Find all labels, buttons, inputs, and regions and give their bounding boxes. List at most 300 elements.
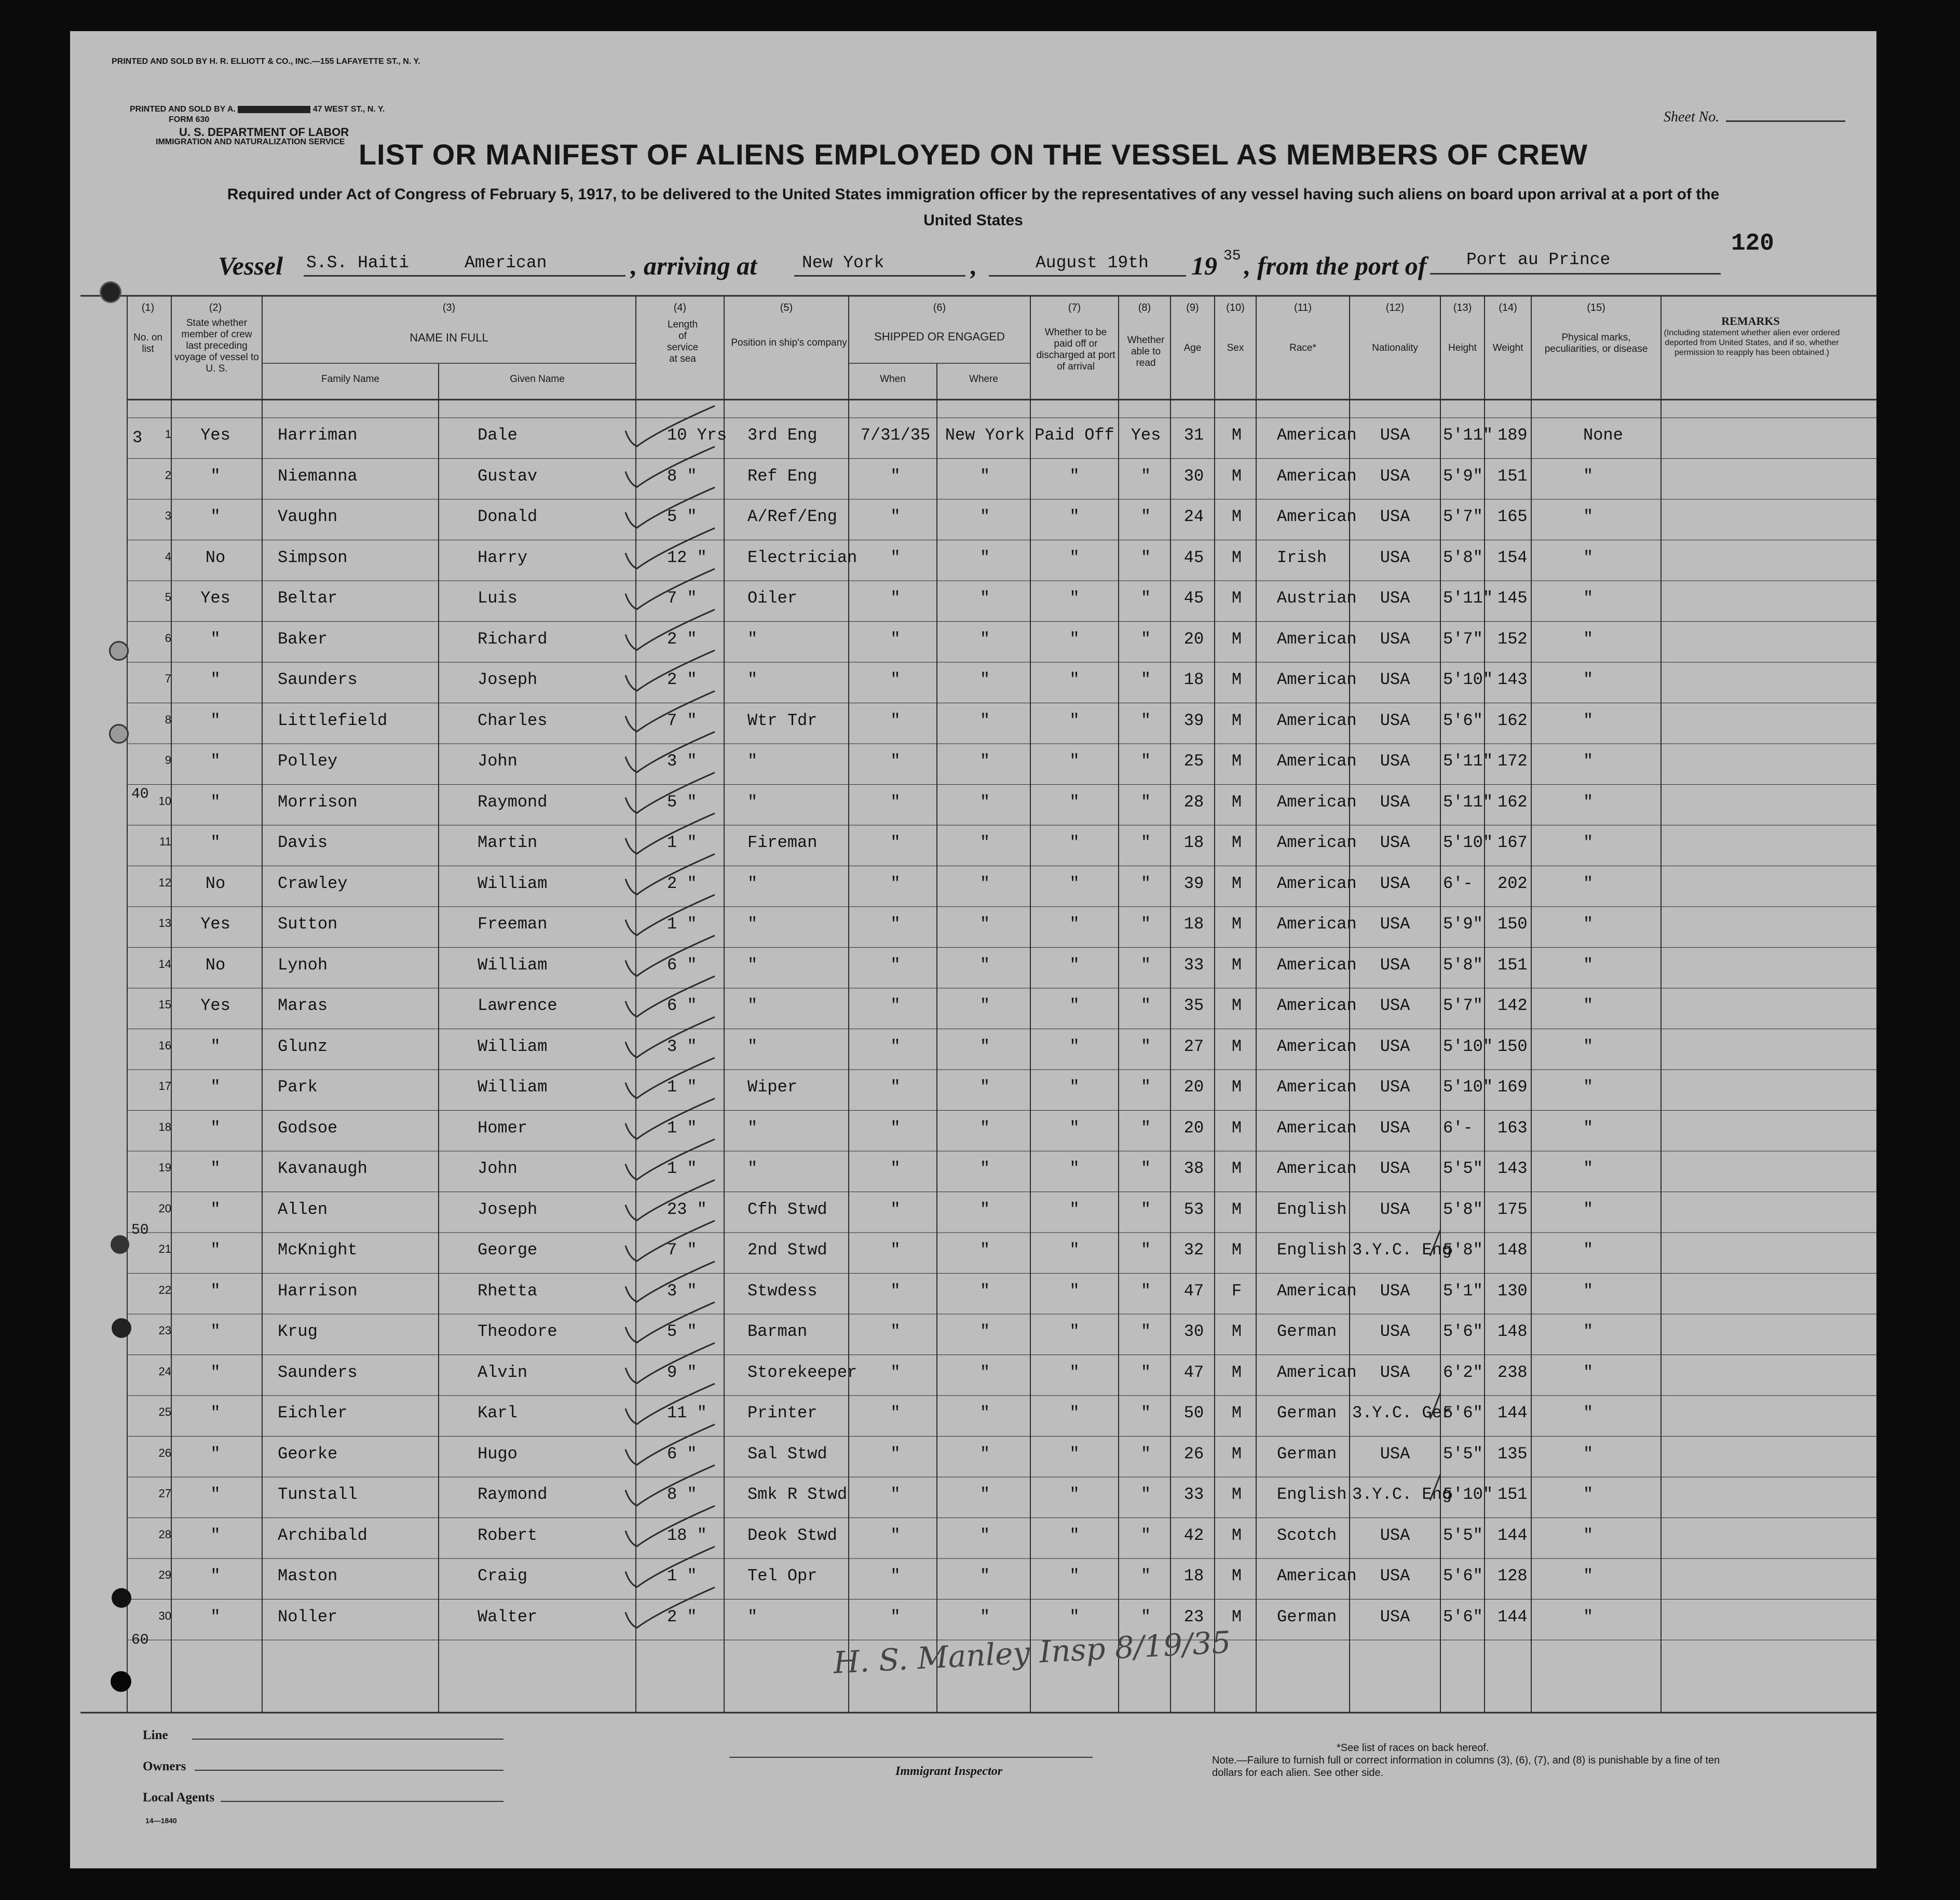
cell-race: American [1277, 1281, 1357, 1301]
check-mark [625, 650, 715, 691]
cell-service: 1 " [667, 1077, 697, 1097]
cell-read: " [1140, 1362, 1151, 1382]
cell-age: 18 [1183, 914, 1204, 934]
cell-given: Karl [478, 1403, 518, 1423]
cell-no: 17 [158, 1079, 171, 1092]
check-mark [625, 1139, 715, 1180]
cell-weight: 167 [1498, 833, 1528, 852]
arrival-date: August 19th [1036, 253, 1149, 272]
margin-mark-fifty: 50 [131, 1222, 149, 1238]
cell-prev: " [210, 1362, 221, 1382]
cell-service: 7 " [667, 710, 697, 730]
local-agents-label: Local Agents [143, 1790, 215, 1805]
family-name-header: Family Name [321, 374, 379, 385]
cell-age: 18 [1183, 670, 1204, 689]
cell-marks: " [1583, 1525, 1594, 1545]
cell-family: Kavanaugh [278, 1159, 367, 1178]
check-mark [625, 569, 715, 609]
cell-sex: M [1231, 1322, 1242, 1341]
cell-service: 3 " [667, 1036, 697, 1056]
cell-where: " [979, 955, 990, 975]
line-label: Line [143, 1728, 168, 1742]
cell-weight: 148 [1498, 1322, 1528, 1341]
cell-position: Stwdess [747, 1281, 818, 1301]
cell-marks: None [1583, 426, 1623, 445]
cell-given: William [478, 1036, 548, 1056]
cell-prev: " [210, 629, 221, 649]
cell-family: Allen [278, 1199, 328, 1219]
cell-sex: M [1231, 873, 1242, 893]
local-agents-underline [221, 1801, 503, 1802]
col-3-header: NAME IN FULL [410, 331, 488, 344]
cell-nat: USA [1380, 1077, 1410, 1097]
cell-given: William [478, 955, 548, 975]
cell-where: " [979, 629, 990, 649]
cell-service: 7 " [667, 1240, 697, 1260]
cell-position: Storekeeper [747, 1362, 857, 1382]
cell-nat: USA [1380, 1607, 1410, 1626]
cell-weight: 151 [1498, 466, 1528, 486]
cell-nat: USA [1380, 833, 1410, 852]
cell-read: " [1140, 873, 1151, 893]
cell-given: William [478, 1077, 548, 1097]
check-mark [625, 854, 715, 895]
cell-no: 5 [165, 591, 171, 604]
cell-paid: " [1069, 1240, 1080, 1260]
cell-nat: USA [1380, 507, 1410, 526]
check-mark [625, 487, 715, 528]
cell-race: German [1277, 1607, 1337, 1626]
cell-read: " [1140, 1322, 1151, 1341]
cell-paid: " [1069, 1403, 1080, 1423]
cell-service: 2 " [667, 670, 697, 689]
cell-marks: " [1583, 1485, 1594, 1504]
col-5-number: (5) [780, 302, 793, 313]
cell-weight: 165 [1498, 507, 1528, 526]
cell-position: Tel Opr [747, 1566, 818, 1585]
vessel-label: Vessel [218, 251, 283, 280]
cell-sex: M [1231, 996, 1242, 1015]
cell-where: " [979, 1362, 990, 1382]
cell-read: " [1140, 751, 1151, 771]
cell-nat: USA [1380, 710, 1410, 730]
cell-weight: 144 [1498, 1525, 1528, 1545]
cell-nat: USA [1380, 792, 1410, 812]
cell-nat: USA [1380, 670, 1410, 689]
cell-prev: " [210, 1607, 221, 1626]
cell-prev: " [210, 1281, 221, 1301]
cell-marks: " [1583, 507, 1594, 526]
cell-position: Wiper [747, 1077, 798, 1097]
cell-height: 6'- [1443, 1118, 1473, 1138]
cell-paid: " [1069, 710, 1080, 730]
cell-paid: " [1069, 629, 1080, 649]
remarks-header: REMARKS [1721, 315, 1780, 327]
cell-marks: " [1583, 751, 1594, 771]
cell-no: 21 [158, 1242, 171, 1255]
cell-sex: M [1231, 1403, 1242, 1423]
cell-family: Morrison [278, 792, 358, 812]
cell-service: 23 " [667, 1199, 707, 1219]
cell-height: 5'6" [1443, 710, 1483, 730]
slash-mark [1430, 1393, 1440, 1419]
cell-no: 28 [158, 1527, 171, 1541]
cell-family: Eichler [278, 1403, 348, 1423]
cell-height: 5'5" [1443, 1444, 1483, 1464]
cell-prev: No [205, 955, 226, 975]
cell-nat: USA [1380, 1362, 1410, 1382]
cell-when: " [890, 670, 901, 689]
year-prefix: 19 [1191, 251, 1217, 280]
cell-no: 27 [158, 1487, 171, 1500]
cell-height: 5'8" [1443, 548, 1483, 567]
cell-given: Martin [478, 833, 538, 852]
cell-service: 3 " [667, 1281, 697, 1301]
cell-height: 5'6" [1443, 1322, 1483, 1341]
cell-where: " [979, 1281, 990, 1301]
cell-given: Lawrence [478, 996, 557, 1015]
cell-paid: " [1069, 466, 1080, 486]
cell-height: 5'11" [1443, 792, 1493, 812]
cell-prev: No [205, 548, 226, 567]
cell-family: Maras [278, 996, 328, 1015]
cell-weight: 148 [1498, 1240, 1528, 1260]
cell-given: Homer [478, 1118, 528, 1138]
cell-height: 6'2" [1443, 1362, 1483, 1382]
cell-position: A/Ref/Eng [747, 507, 837, 526]
cell-race: German [1277, 1444, 1337, 1464]
cell-age: 45 [1183, 589, 1204, 608]
cell-race: Scotch [1277, 1525, 1337, 1545]
cell-weight: 145 [1498, 589, 1528, 608]
cell-weight: 162 [1498, 710, 1528, 730]
cell-weight: 238 [1498, 1362, 1528, 1382]
service-name: IMMIGRATION AND NATURALIZATION SERVICE [156, 138, 345, 146]
check-mark [625, 732, 715, 772]
cell-paid: " [1069, 955, 1080, 975]
cell-prev: " [210, 833, 221, 852]
cell-paid: " [1069, 1525, 1080, 1545]
cell-race: American [1277, 1118, 1357, 1138]
cell-race: Austrian [1277, 589, 1357, 608]
cell-where: " [979, 1322, 990, 1341]
col-10-header: Sex [1227, 343, 1244, 353]
cell-marks: " [1583, 833, 1594, 852]
cell-age: 30 [1183, 466, 1204, 486]
cell-given: Alvin [478, 1362, 528, 1382]
check-mark [625, 1302, 715, 1343]
cell-read: " [1140, 1118, 1151, 1138]
cell-height: 5'9" [1443, 466, 1483, 486]
cell-nat: USA [1380, 589, 1410, 608]
cell-age: 32 [1183, 1240, 1204, 1260]
cell-no: 29 [158, 1568, 171, 1581]
cell-no: 15 [158, 998, 171, 1011]
cell-no: 6 [165, 631, 171, 645]
cell-height: 5'7" [1443, 507, 1483, 526]
cell-given: Donald [478, 507, 538, 526]
cell-marks: " [1583, 1036, 1594, 1056]
cell-nat: USA [1380, 1566, 1410, 1585]
manifest-sheet [70, 31, 1876, 1868]
cell-no: 30 [158, 1609, 171, 1622]
cell-given: Joseph [478, 1199, 538, 1219]
cell-race: American [1277, 670, 1357, 689]
cell-prev: Yes [200, 996, 230, 1015]
cell-weight: 172 [1498, 751, 1528, 771]
cell-when: " [890, 710, 901, 730]
cell-race: German [1277, 1403, 1337, 1423]
cell-age: 20 [1183, 1118, 1204, 1138]
cell-weight: 151 [1498, 955, 1528, 975]
cell-no: 20 [158, 1201, 171, 1215]
cell-read: " [1140, 1525, 1151, 1545]
cell-where: " [979, 1566, 990, 1585]
cell-when: 7/31/35 [860, 426, 931, 445]
cell-position: " [747, 996, 758, 1015]
cell-given: Theodore [478, 1322, 557, 1341]
cell-sex: M [1231, 1118, 1242, 1138]
cell-family: Maston [278, 1566, 338, 1585]
cell-position: " [747, 792, 758, 812]
cell-weight: 202 [1498, 873, 1528, 893]
cell-where: " [979, 833, 990, 852]
cell-nat: 3.Y.C. Ger [1352, 1403, 1452, 1423]
cell-marks: " [1583, 792, 1594, 812]
cell-position: Ref Eng [747, 466, 818, 486]
cell-paid: " [1069, 1607, 1080, 1626]
cell-age: 20 [1183, 629, 1204, 649]
cell-prev: " [210, 1525, 221, 1545]
cell-weight: 135 [1498, 1444, 1528, 1464]
cell-service: 11 " [667, 1403, 707, 1423]
cell-sex: M [1231, 710, 1242, 730]
cell-given: Robert [478, 1525, 538, 1545]
binder-hole [111, 1235, 129, 1254]
cell-height: 5'11" [1443, 751, 1493, 771]
cell-marks: " [1583, 629, 1594, 649]
cell-service: 5 " [667, 792, 697, 812]
cell-service: 1 " [667, 1566, 697, 1585]
cell-paid: " [1069, 914, 1080, 934]
cell-no: 19 [158, 1161, 171, 1174]
cell-where: " [979, 873, 990, 893]
cell-weight: 152 [1498, 629, 1528, 649]
immigrant-inspector-label: Immigrant Inspector [895, 1765, 1003, 1778]
cell-prev: " [210, 1199, 221, 1219]
cell-sex: M [1231, 1525, 1242, 1545]
cell-service: 12 " [667, 548, 707, 567]
cell-no: 22 [158, 1283, 171, 1296]
check-mark [625, 1180, 715, 1221]
cell-height: 5'8" [1443, 955, 1483, 975]
sheet-number-label: Sheet No. [1664, 109, 1720, 125]
cell-family: Davis [278, 833, 328, 852]
cell-weight: 144 [1498, 1607, 1528, 1626]
cell-race: English [1277, 1240, 1347, 1260]
owners-label: Owners [143, 1759, 186, 1773]
cell-where: " [979, 710, 990, 730]
cell-age: 38 [1183, 1159, 1204, 1178]
cell-no: 7 [165, 672, 171, 685]
cell-marks: " [1583, 996, 1594, 1015]
cell-nat: 3.Y.C. Eng [1352, 1240, 1452, 1260]
departure-port: Port au Prince [1466, 250, 1611, 269]
cell-age: 42 [1183, 1525, 1204, 1545]
cell-read: " [1140, 1240, 1151, 1260]
check-mark [625, 406, 715, 446]
cell-when: " [890, 996, 901, 1015]
cell-where: " [979, 1403, 990, 1423]
cell-height: 5'7" [1443, 629, 1483, 649]
cell-position: 2nd Stwd [747, 1240, 827, 1260]
cell-where: " [979, 466, 990, 486]
cell-weight: 154 [1498, 548, 1528, 567]
cell-sex: M [1231, 629, 1242, 649]
cell-sex: M [1231, 792, 1242, 812]
cell-paid: " [1069, 1199, 1080, 1219]
cell-when: " [890, 1525, 901, 1545]
cell-height: 5'10" [1443, 1077, 1493, 1097]
cell-when: " [890, 1322, 901, 1341]
col-13-number: (13) [1453, 302, 1472, 313]
cell-where: " [979, 1118, 990, 1138]
cell-given: Walter [478, 1607, 538, 1626]
cell-prev: " [210, 1485, 221, 1504]
cell-height: 5'10" [1443, 1036, 1493, 1056]
cell-no: 26 [158, 1446, 171, 1459]
cell-age: 31 [1183, 426, 1204, 445]
from-port-label: , from the port of [1244, 251, 1427, 280]
cell-marks: " [1583, 1077, 1594, 1097]
cell-paid: " [1069, 1485, 1080, 1504]
cell-paid: " [1069, 1362, 1080, 1382]
cell-race: German [1277, 1322, 1337, 1341]
binder-hole [111, 1671, 131, 1692]
check-mark [625, 1058, 715, 1098]
cell-marks: " [1583, 589, 1594, 608]
cell-when: " [890, 629, 901, 649]
cell-weight: 175 [1498, 1199, 1528, 1219]
col-15-number: (15) [1587, 302, 1605, 313]
cell-height: 5'7" [1443, 996, 1483, 1015]
check-mark [625, 1017, 715, 1058]
remarks-note: (Including statement whether alien ever ordered deported from United States, and if so, whether permission to reapply has been obtained.) [1664, 329, 1840, 357]
cell-no: 8 [165, 713, 171, 726]
cell-read: " [1140, 1485, 1151, 1504]
cell-service: 5 " [667, 1322, 697, 1341]
cell-position: " [747, 914, 758, 934]
cell-sex: M [1231, 1240, 1242, 1260]
cell-position: " [747, 751, 758, 771]
cell-race: American [1277, 507, 1357, 526]
check-mark [625, 1588, 715, 1628]
cell-service: 2 " [667, 1607, 697, 1626]
cell-no: 18 [158, 1120, 171, 1133]
cell-weight: 150 [1498, 914, 1528, 934]
cell-where: " [979, 914, 990, 934]
cell-age: 28 [1183, 792, 1204, 812]
cell-nat: USA [1380, 1036, 1410, 1056]
cell-where: " [979, 1240, 990, 1260]
cell-family: Saunders [278, 1362, 358, 1382]
owners-underline [195, 1770, 503, 1771]
col-9-header: Age [1183, 343, 1202, 353]
cell-when: " [890, 466, 901, 486]
cell-service: 8 " [667, 1485, 697, 1504]
cell-marks: " [1583, 1362, 1594, 1382]
cell-nat: USA [1380, 1199, 1410, 1219]
cell-race: American [1277, 466, 1357, 486]
cell-sex: M [1231, 589, 1242, 608]
check-mark [625, 1221, 715, 1261]
cell-service: 18 " [667, 1525, 707, 1545]
cell-service: 3 " [667, 751, 697, 771]
check-mark [625, 610, 715, 650]
cell-family: Niemanna [278, 466, 358, 486]
cell-when: " [890, 1607, 901, 1626]
cell-paid: " [1069, 548, 1080, 567]
cell-where: " [979, 1444, 990, 1464]
cell-age: 47 [1183, 1281, 1204, 1301]
cell-where: " [979, 670, 990, 689]
cell-sex: M [1231, 751, 1242, 771]
cell-read: " [1140, 996, 1151, 1015]
cell-nat: USA [1380, 1444, 1410, 1464]
cell-marks: " [1583, 710, 1594, 730]
cell-marks: " [1583, 955, 1594, 975]
col-9-number: (9) [1186, 302, 1199, 313]
cell-prev: " [210, 466, 221, 486]
cell-position: Electrician [747, 548, 857, 567]
cell-when: " [890, 914, 901, 934]
cell-height: 5'11" [1443, 426, 1493, 445]
cell-age: 50 [1183, 1403, 1204, 1423]
cell-family: Sutton [278, 914, 338, 934]
check-mark [625, 1262, 715, 1302]
cell-marks: " [1583, 1566, 1594, 1585]
cell-race: American [1277, 996, 1357, 1015]
cell-given: John [478, 751, 518, 771]
cell-paid: " [1069, 996, 1080, 1015]
cell-nat: USA [1380, 996, 1410, 1015]
cell-weight: 142 [1498, 996, 1528, 1015]
cell-when: " [890, 1281, 901, 1301]
cell-sex: M [1231, 1159, 1242, 1178]
cell-height: 5'6" [1443, 1607, 1483, 1626]
form-number: FORM 630 [169, 115, 210, 124]
form-subtitle: Required under Act of Congress of February 5, 1917, to be delivered to the United States immigration officer by the representatives of any vessel having such aliens on board upon arrival at a port of the United States [227, 186, 1720, 229]
cell-height: 5'1" [1443, 1281, 1483, 1301]
cell-race: American [1277, 710, 1357, 730]
col-12-number: (12) [1385, 302, 1405, 313]
cell-paid: " [1069, 873, 1080, 893]
cell-where: " [979, 548, 990, 567]
cell-sex: M [1231, 548, 1242, 567]
cell-given: Luis [478, 589, 518, 608]
cell-age: 26 [1183, 1444, 1204, 1464]
cell-race: American [1277, 751, 1357, 771]
cell-age: 39 [1183, 710, 1204, 730]
cell-nat: USA [1380, 873, 1410, 893]
cell-height: 5'8" [1443, 1199, 1483, 1219]
cell-no: 23 [158, 1324, 171, 1337]
cell-paid: Paid Off [1035, 426, 1114, 445]
margin-mark-forty: 40 [131, 786, 149, 802]
form-title: LIST OR MANIFEST OF ALIENS EMPLOYED ON THE VESSEL AS MEMBERS OF CREW [358, 138, 1588, 171]
printer-imprint-top: PRINTED AND SOLD BY H. R. ELLIOTT & CO., INC.—155 LAFAYETTE ST., N. Y. [112, 57, 420, 66]
cell-prev: Yes [200, 589, 230, 608]
